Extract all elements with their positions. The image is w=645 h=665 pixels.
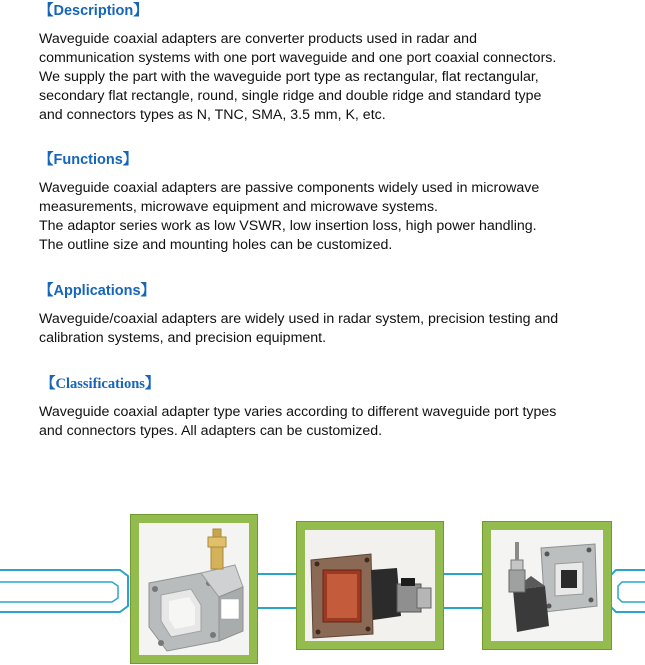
- product-photo-frame-2: [296, 521, 444, 650]
- heading-functions: 【Functions】: [39, 152, 138, 168]
- functions-text: Waveguide coaxial adapters are passive components widely used in microwave measurements, microwave equipment and microwave systems. The adaptor series work as low VSWR, low insertion loss, high power handling. The outline size and mounting holes can be customized.: [39, 180, 540, 253]
- description-text: Waveguide coaxial adapters are converter products used in radar and communication systems with one port waveguide and one port coaxial connectors. We supply the part with the waveguide port type as rectangular, flat rectangular, secondary flat rectangle, round, single ridge and double ridge and standard type and connectors types as N, TNC, SMA, 3.5 mm, K, etc.: [39, 31, 557, 123]
- product-photo-1: [139, 523, 249, 655]
- classifications-text: Waveguide coaxial adapter type varies according to different waveguide port types and connectors types. All adapters can be customized.: [39, 404, 557, 439]
- product-photo-frame-1: [130, 514, 258, 664]
- heading-classifications: 【Classifications】: [41, 376, 160, 392]
- product-photo-frame-3: [482, 521, 612, 650]
- product-photo-2: [305, 530, 435, 641]
- applications-text: Waveguide/coaxial adapters are widely used in radar system, precision testing and calibration systems, and precision equipment.: [39, 311, 559, 346]
- heading-description: 【Description】: [39, 3, 148, 19]
- heading-applications: 【Applications】: [39, 283, 156, 299]
- product-photo-3: [491, 530, 603, 641]
